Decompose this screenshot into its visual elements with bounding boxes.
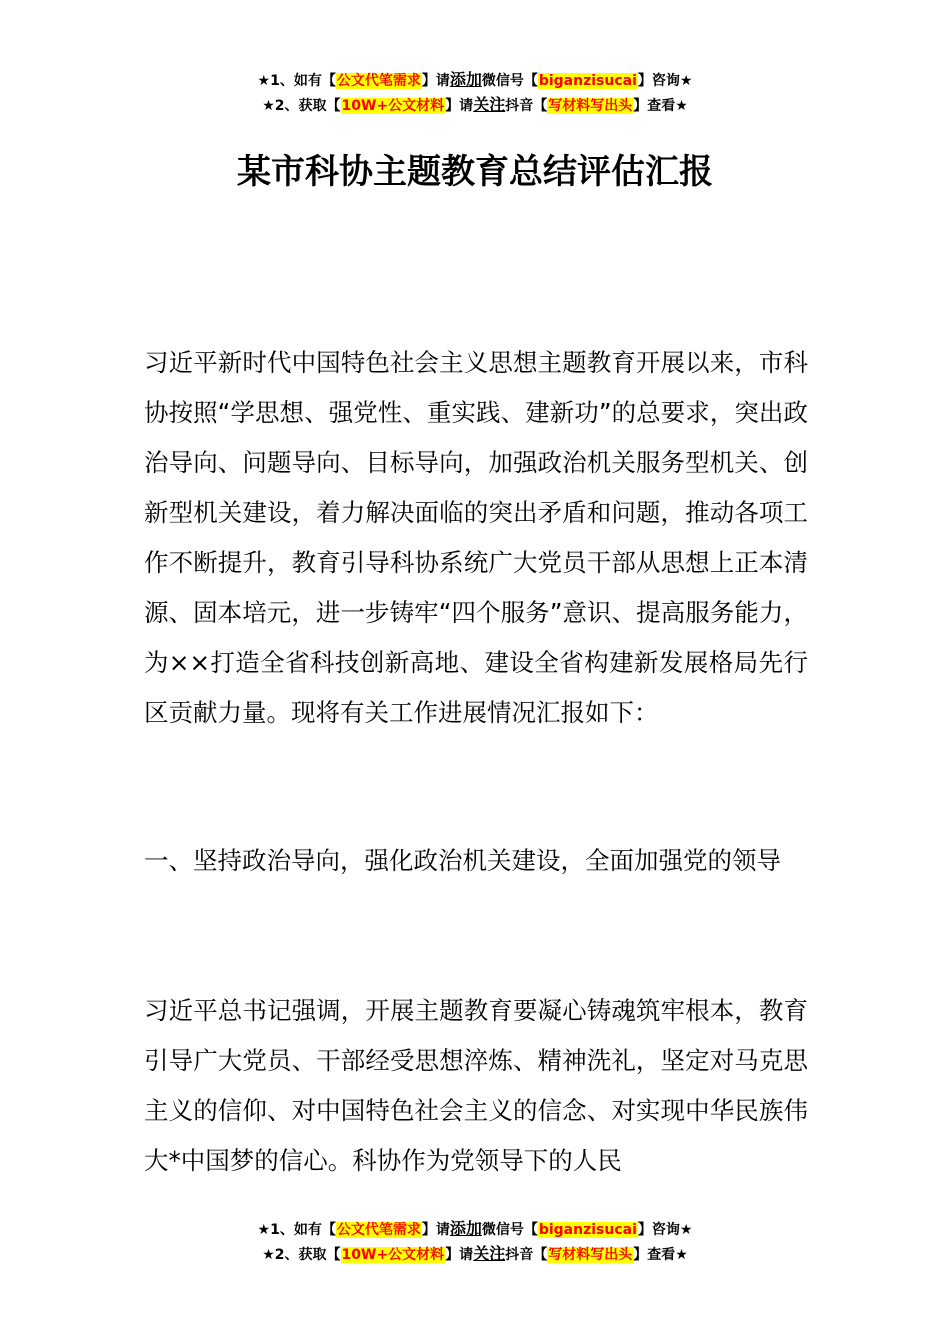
banner-highlight: 写材料写出头	[548, 98, 633, 114]
banner-line-2: ★2、获取【10W+公文材料】请关注抖音【写材料写出头】查看★	[262, 95, 688, 114]
banner-highlight: 10W+公文材料	[341, 98, 445, 114]
banner-line-1: ★1、如有【公文代笔需求】请添加微信号【biganzisucai】咨询★	[257, 70, 693, 89]
section-heading-1: 一、坚持政治导向，强化政治机关建设，全面加强党的领导	[144, 846, 781, 875]
footer-banner	[0, 1217, 950, 1267]
banner-highlight: biganzisucai	[538, 1222, 637, 1238]
banner-line-1: ★1、如有【公文代笔需求】请添加微信号【biganzisucai】咨询★	[257, 1219, 693, 1238]
banner-line-2: ★2、获取【10W+公文材料】请关注抖音【写材料写出头】查看★	[262, 1244, 688, 1263]
document-title: 某市科协主题教育总结评估汇报	[237, 152, 713, 192]
banner-highlight: 10W+公文材料	[341, 1247, 445, 1263]
banner-highlight: 公文代笔需求	[336, 1222, 421, 1238]
banner-highlight: 公文代笔需求	[336, 73, 421, 89]
paragraph-intro: 习近平新时代中国特色社会主义思想主题教育开展以来，市科协按照“学思想、强党性、重实践、建新功”的总要求，突出政治导向、问题导向、目标导向，加强政治机关服务型机关、创新型机关建设，着力解决面临的突出矛盾和问题，推动各项工作不断提升，教育引导科协系统广大党员干部从思想上正本清源、固本培元，进一步铸牢“四个服务”意识、提高服务能力，为××打造全省科技创新高地、建设全省构建新发展格局先行区贡献力量。现将有关工作进展情况汇报如下：	[144, 348, 808, 727]
header-banner	[0, 68, 950, 118]
banner-highlight: biganzisucai	[538, 73, 637, 89]
paragraph-section-1: 习近平总书记强调，开展主题教育要凝心铸魂筑牢根本，教育引导广大党员、干部经受思想淬炼、精神洗礼，坚定对马克思主义的信仰、对中国特色社会主义的信念、对实现中华民族伟大*中国梦的信心。科协作为党领导下的人民	[144, 996, 808, 1175]
banner-highlight: 写材料写出头	[548, 1247, 633, 1263]
